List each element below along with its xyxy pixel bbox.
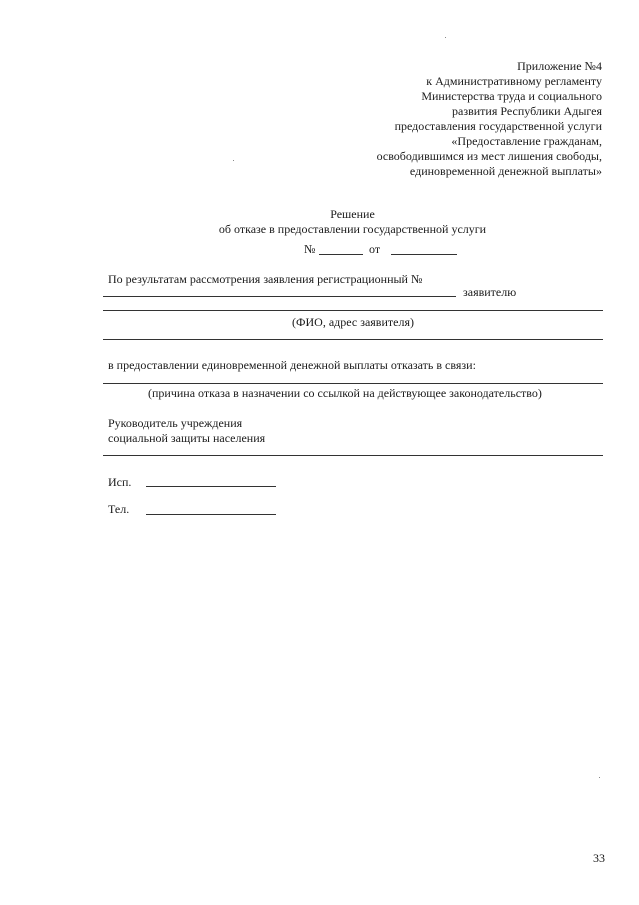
applicant-address-blank xyxy=(103,310,603,311)
applicant-extra-blank xyxy=(103,339,603,340)
date-label: от xyxy=(369,242,381,256)
applicant-label: заявителю xyxy=(463,285,517,299)
decision-heading: Решение xyxy=(330,207,375,221)
number-blank xyxy=(319,254,363,255)
reason-blank xyxy=(103,383,603,384)
appendix-line: «Предоставление гражданам, xyxy=(451,134,602,148)
scan-speck xyxy=(445,37,446,38)
number-label: № xyxy=(304,242,316,256)
head-title-line1: Руководитель учреждения xyxy=(108,416,243,430)
scan-speck xyxy=(233,160,234,161)
signature-line xyxy=(103,455,603,456)
fio-caption: (ФИО, адрес заявителя) xyxy=(292,315,414,329)
appendix-line: развития Республики Адыгея xyxy=(452,104,602,118)
executor-label: Исп. xyxy=(108,475,132,489)
phone-blank xyxy=(146,514,276,515)
head-title-line2: социальной защиты населения xyxy=(108,431,266,445)
appendix-line: освободившимся из мест лишения свободы, xyxy=(376,149,602,163)
applicant-name-blank xyxy=(103,296,456,297)
refusal-text: в предоставлении единовременной денежной выплаты отказать в связи: xyxy=(108,358,476,372)
appendix-line: Министерства труда и социального xyxy=(421,89,602,103)
decision-subheading: об отказе в предоставлении государственной услуги xyxy=(218,222,487,236)
page-number: 33 xyxy=(593,851,605,865)
appendix-line: единовременной денежной выплаты» xyxy=(409,164,602,178)
date-blank xyxy=(391,254,457,255)
scan-speck xyxy=(599,777,600,778)
appendix-line: предоставления государственной услуги xyxy=(394,119,602,133)
review-text: По результатам рассмотрения заявления регистрационный № xyxy=(108,272,423,286)
reason-caption: (причина отказа в назначении со ссылкой на действующее законодательство) xyxy=(148,386,542,400)
executor-blank xyxy=(146,486,276,487)
phone-label: Тел. xyxy=(108,502,130,516)
appendix-line: к Административному регламенту xyxy=(426,74,602,88)
appendix-line: Приложение №4 xyxy=(517,59,602,73)
